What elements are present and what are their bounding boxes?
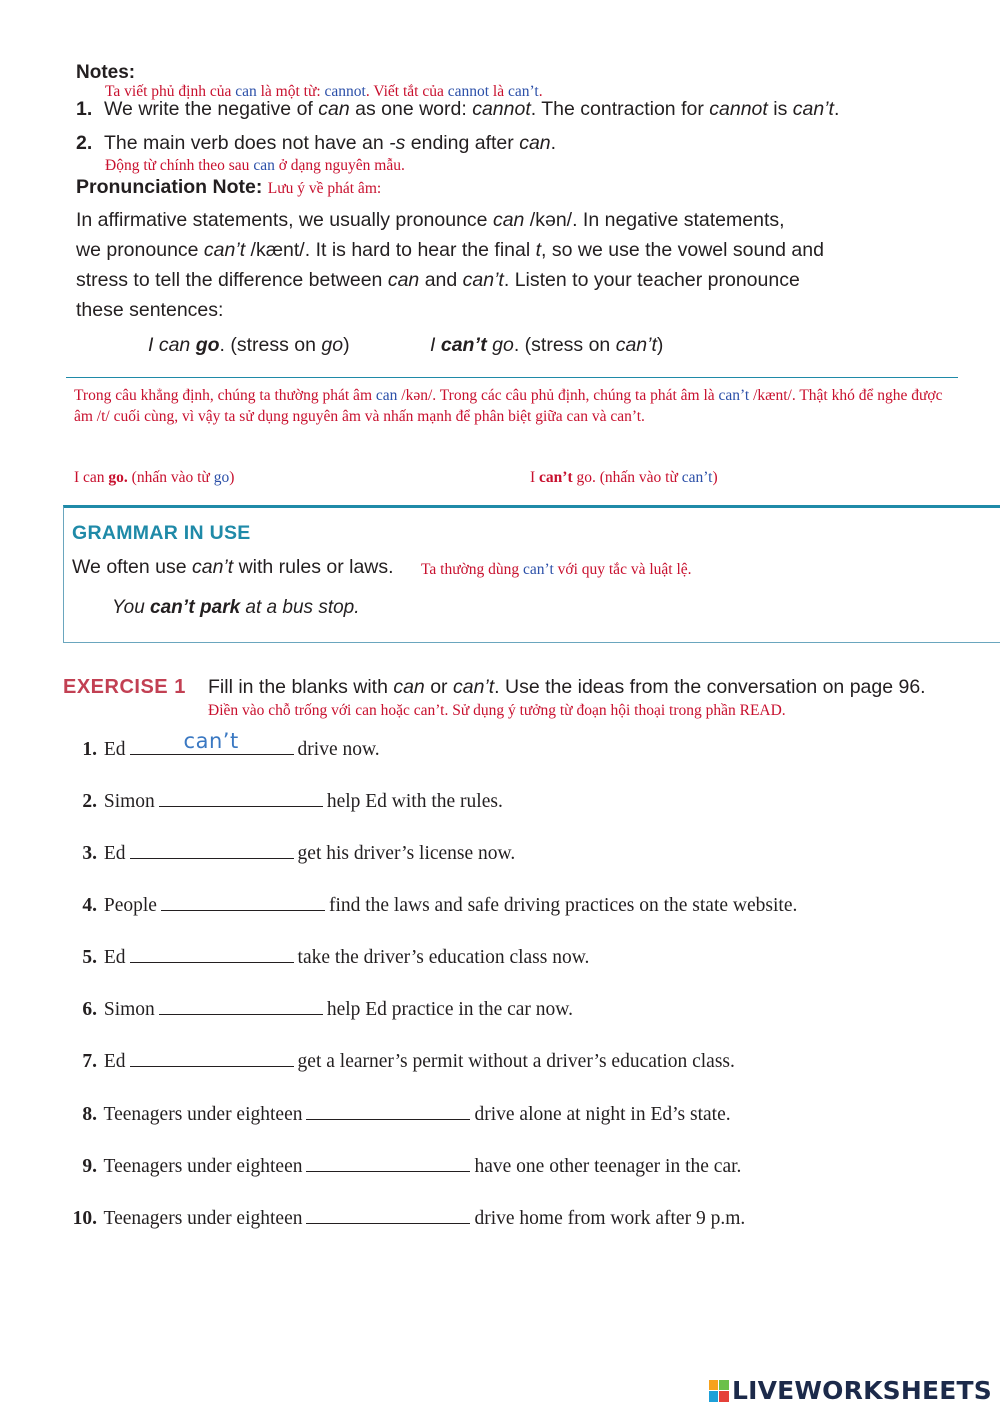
exercise-item-8: 8. Teenagers under eighteen drive alone at night in Ed’s state. (75, 1099, 731, 1126)
pronunciation-paragraph: In affirmative statements, we usually pronounce can /kən/. In negative statements, we pronounce can’t /kænt/. It is hard to hear the final t, so we use the vowel sound and stress to tell the difference between can and can’t. Listen to your teacher pronounce these sentences: (76, 209, 824, 321)
answer-blank-1[interactable] (130, 729, 294, 755)
grammar-in-use-translation: Ta thường dùng can’t với quy tắc và luật lệ. (421, 561, 692, 578)
section-divider (66, 377, 958, 378)
example-translation-2: I can’t go. (nhấn vào từ can’t) (530, 469, 718, 486)
answer-blank-7[interactable] (130, 1046, 294, 1067)
answer-blank-3[interactable] (130, 838, 294, 859)
answer-blank-5[interactable] (130, 942, 294, 963)
exercise-instruction: Fill in the blanks with can or can’t. Use the ideas from the conversation on page 96. (208, 676, 926, 698)
answer-blank-10[interactable] (306, 1203, 470, 1224)
note1-translation: Ta viết phủ định của can là một từ: cannot. Viết tắt của cannot là can’t. (105, 83, 543, 100)
logo-mark-icon (709, 1380, 729, 1402)
exercise-item-1: 1. Ed can’t drive now. (82, 729, 380, 760)
note2-translation: Động từ chính theo sau can ở dạng nguyên mẫu. (105, 157, 405, 174)
answer-blank-9[interactable] (306, 1151, 470, 1172)
pronunciation-example-1: I can go. (stress on go) (148, 334, 350, 356)
pronunciation-example-2: I can’t go. (stress on can’t) (430, 334, 664, 356)
answer-text-1: can’t (183, 729, 239, 753)
exercise-label: EXERCISE 1 (63, 676, 186, 698)
exercise-item-4: 4. People find the laws and safe driving practices on the state website. (75, 890, 797, 917)
exercise-item-2: 2. Simon help Ed with the rules. (75, 786, 503, 813)
exercise-item-5: 5. Ed take the driver’s education class now. (75, 942, 589, 969)
note-1: 1. We write the negative of can as one word: cannot. The contraction for cannot is can’t. (76, 98, 840, 120)
answer-blank-8[interactable] (306, 1099, 470, 1120)
grammar-in-use-example: You can’t park at a bus stop. (112, 597, 360, 618)
exercise-item-6: 6. Simon help Ed practice in the car now. (75, 994, 573, 1021)
answer-blank-4[interactable] (161, 890, 325, 911)
grammar-in-use-line: We often use can’t with rules or laws. (72, 556, 394, 578)
example-translation-1: I can go. (nhấn vào từ go) (74, 469, 235, 486)
exercise-instruction-translation: Điền vào chỗ trống với can hoặc can’t. Sử dụng ý tưởng từ đoạn hội thoại trong phần READ. (208, 702, 786, 719)
pronunciation-translation: Trong câu khẳng định, chúng ta thường phát âm can /kən/. Trong các câu phủ định, chúng ta phát âm là can’t /kænt/. Thật khó để nghe được âm /t/ cuối cùng, vì vậy ta sử dụng nguyên âm và nhấn mạnh để phân biệt giữa can và can’t. (74, 387, 943, 425)
grammar-in-use-title: GRAMMAR IN USE (72, 522, 251, 544)
exercise-item-3: 3. Ed get his driver’s license now. (75, 838, 515, 865)
answer-blank-6[interactable] (159, 994, 323, 1015)
pronunciation-title: Pronunciation Note: Lưu ý về phát âm: (76, 176, 382, 198)
logo-text: LIVEWORKSHEETS (731, 1376, 992, 1405)
exercise-item-10: 10. Teenagers under eighteen drive home from work after 9 p.m. (63, 1203, 745, 1230)
note-2: 2. The main verb does not have an -s ending after can. (76, 132, 557, 154)
notes-title: Notes: (76, 62, 136, 83)
liveworksheets-logo[interactable] (709, 1376, 992, 1405)
exercise-item-7: 7. Ed get a learner’s permit without a driver’s education class. (75, 1046, 735, 1073)
answer-blank-2[interactable] (159, 786, 323, 807)
exercise-item-9: 9. Teenagers under eighteen have one other teenager in the car. (75, 1151, 741, 1178)
